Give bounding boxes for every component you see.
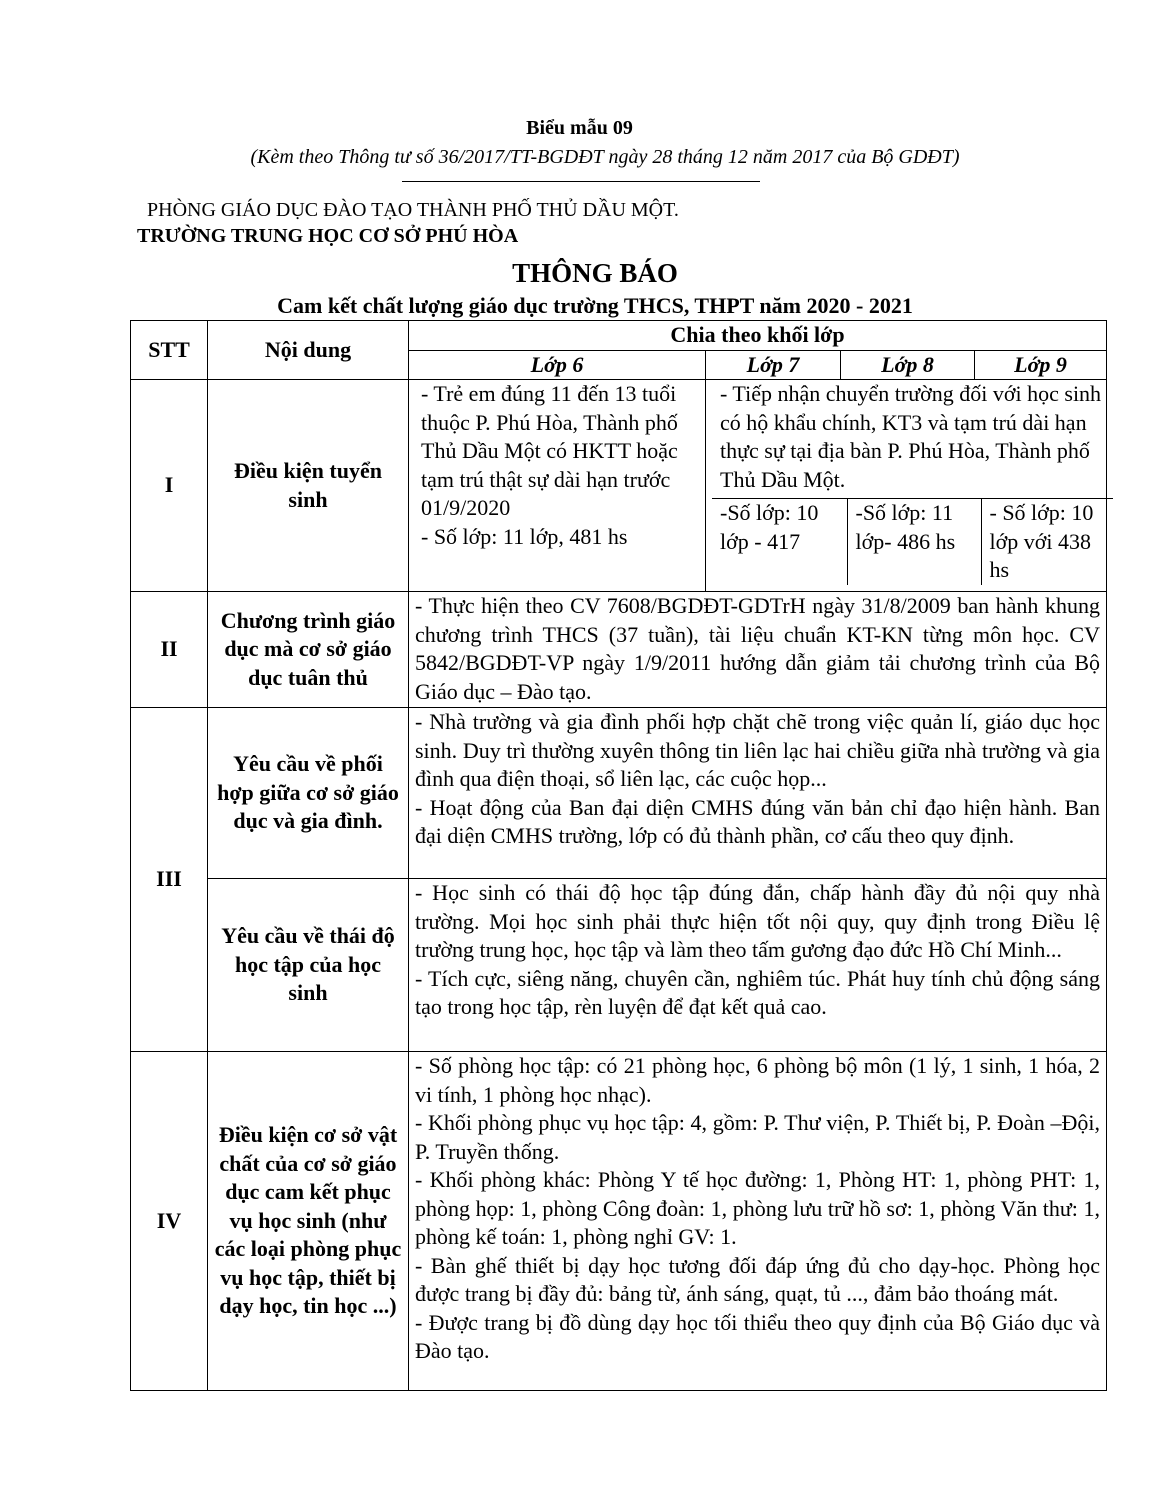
grades-7-9-cell <box>706 380 1107 592</box>
row-content <box>409 1052 1107 1391</box>
department-name: PHÒNG GIÁO DỤC ĐÀO TẠO THÀNH PHỐ THỦ DẦU MỘT. <box>147 199 679 221</box>
grade-8-classes: -Số lớp: 11 lớp- 486 hs <box>847 499 981 585</box>
table-row <box>131 879 1107 1052</box>
row-label: Yêu cầu về phối hợp giữa cơ sở giáo dục và gia đình. <box>208 708 409 879</box>
content-paragraph: - Số phòng học tập: có 21 phòng học, 6 phòng bộ môn (1 lý, 1 sinh, 1 hóa, 2 vi tính, 1 phòng học nhạc). <box>415 1053 1100 1107</box>
content-paragraph: - Khối phòng phục vụ học tập: 4, gồm: P. Thư viện, P. Thiết bị, P. Đoàn –Đội, P. Truyền thống. <box>415 1110 1100 1164</box>
notice-subtitle: Cam kết chất lượng giáo dục trường THCS, THPT năm 2020 - 2021 <box>277 293 913 318</box>
class-count-row <box>712 499 1113 585</box>
grades-7-9-table <box>712 380 1113 585</box>
grade-7-classes: -Số lớp: 10 lớp - 417 <box>720 500 819 554</box>
table-row <box>131 708 1107 879</box>
header-grade-6: Lớp 6 <box>409 350 706 380</box>
row-label: Điều kiện cơ sở vật chất của cơ sở giáo dục cam kết phục vụ học sinh (như các loại phòng phục vụ học tập, thiết bị dạy học, tin học ...) <box>208 1052 409 1391</box>
content-paragraph: - Khối phòng khác: Phòng Y tế học đường: 1, Phòng HT: 1, phòng PHT: 1, phòng họp: 1, phòng Công đoàn: 1, phòng lưu trữ hồ sơ: 1, phòng Văn thư: 1, phòng kế toán: 1, phòng nghỉ GV: 1. <box>415 1167 1100 1249</box>
content-paragraph: - Bàn ghế thiết bị dạy học tương đối đáp ứng đủ cho dạy-học. Phòng học được trang bị đầy đủ: bảng từ, ánh sáng, quạt, tủ ..., đảm bảo thoáng mát. <box>415 1252 1100 1306</box>
content-paragraph: - Nhà trường và gia đình phối hợp chặt chẽ trong việc quản lí, giáo dục học sinh. Duy trì thường xuyên thông tin liên lạc hai chiều giữa nhà trường và gia đình qua điện thoại, sổ liên lạc, các cuộc họp... <box>415 709 1100 791</box>
grade-7-9-transfer: - Tiếp nhận chuyển trường đối với học sinh có hộ khẩu chính, KT3 và tạm trú dài hạn thực sự tại địa bàn P. Phú Hòa, Thành phố Thủ Dầu Một. <box>712 380 1113 499</box>
row-label: Yêu cầu về thái độ học tập của học sinh <box>208 879 409 1052</box>
table-row <box>131 380 1107 592</box>
row-content: - Thực hiện theo CV 7608/BGDĐT-GDTrH ngày 31/8/2009 ban hành khung chương trình THCS (37 tuần), tài liệu chuẩn KT-KN từng môn học. CV 5842/BGDĐT-VP ngày 1/9/2011 hướng dẫn giảm tải chương trình của Bộ Giáo dục – Đào tạo. <box>409 592 1107 708</box>
row-label: Điều kiện tuyển sinh <box>208 380 409 592</box>
school-name: TRƯỜNG TRUNG HỌC CƠ SỞ PHÚ HÒA <box>137 225 519 247</box>
form-note: (Kèm theo Thông tư số 36/2017/TT-BGDĐT ngày 28 tháng 12 năm 2017 của Bộ GDĐT) <box>250 146 960 168</box>
transfer-row <box>712 380 1113 499</box>
content-paragraph: - Tích cực, siêng năng, chuyên cần, nghiêm túc. Phát huy tính chủ động sáng tạo trong học tập, rèn luyện để đạt kết quả cao. <box>415 965 1100 1019</box>
row-content <box>409 708 1107 879</box>
table-row <box>131 1052 1107 1391</box>
divider <box>402 181 760 182</box>
header-stt: STT <box>131 321 208 380</box>
table-header-row <box>131 321 1107 351</box>
header-content: Nội dung <box>208 321 409 380</box>
form-code: Biểu mẫu 09 <box>526 117 633 139</box>
grade-9-classes: - Số lớp: 10 lớp với 438 hs <box>981 499 1113 585</box>
grade-6-cell <box>409 380 706 592</box>
row-stt: IV <box>131 1052 208 1391</box>
header-grade-8: Lớp 8 <box>841 350 975 380</box>
commitment-table <box>130 320 1107 1391</box>
row-stt: III <box>131 708 208 1052</box>
row-label: Chương trình giáo dục mà cơ sở giáo dục tuân thủ <box>208 592 409 708</box>
row-stt: II <box>131 592 208 708</box>
content-paragraph: - Được trang bị đồ dùng dạy học tối thiểu theo quy định của Bộ Giáo dục và Đào tạo. <box>415 1309 1100 1363</box>
content-paragraph: - Hoạt động của Ban đại diện CMHS đúng văn bản chỉ đạo hiện hành. Ban đại diện CMHS trường, lớp có đủ thành phần, cơ cấu theo quy định. <box>415 794 1100 848</box>
grade-6-condition: - Trẻ em đúng 11 đến 13 tuổi thuộc P. Phú Hòa, Thành phố Thủ Dầu Một có HKTT hoặc tạm trú thật sự dài hạn trước 01/9/2020 <box>421 381 678 520</box>
grade-6-classes: - Số lớp: 11 lớp, 481 hs <box>421 523 628 549</box>
header-grade-7: Lớp 7 <box>706 350 841 380</box>
table-row <box>131 592 1107 708</box>
content-paragraph: - Học sinh có thái độ học tập đúng đắn, chấp hành đầy đủ nội quy nhà trường. Mọi học sinh phải thực hiện tốt nội quy, quy định trong Điều lệ trường trung học, học tập và làm theo tấm gương đạo đức Hồ Chí Minh... <box>415 880 1100 962</box>
header-grades: Chia theo khối lớp <box>409 321 1107 351</box>
notice-title: THÔNG BÁO <box>512 258 678 288</box>
row-stt: I <box>131 380 208 592</box>
header-grade-9: Lớp 9 <box>975 350 1107 380</box>
row-content <box>409 879 1107 1052</box>
